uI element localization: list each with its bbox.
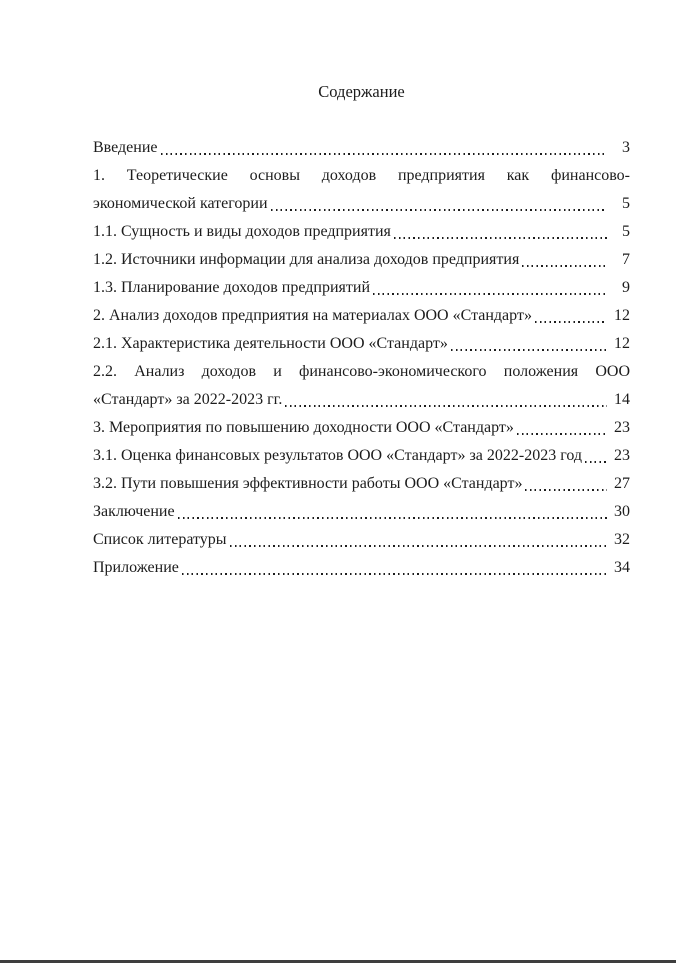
toc-entry[interactable] [93, 218, 630, 246]
toc-entry[interactable] [93, 470, 630, 498]
toc-entry-text: 3.2. Пути повышения эффективности работы ООО «Стандарт» [93, 475, 523, 492]
dot-leader [271, 209, 607, 211]
toc-entry-line [93, 526, 630, 554]
dot-leader [285, 405, 607, 407]
toc-entry-line [93, 498, 630, 526]
dot-leader [394, 237, 607, 239]
toc-entry-text: 2. Анализ доходов предприятия на материалах ООО «Стандарт» [93, 307, 532, 324]
toc-entry-line [93, 218, 630, 246]
toc-page-number: 23 [614, 419, 630, 436]
toc-page-number: 7 [622, 251, 630, 268]
toc-entry-wrapped-text: 1. Теоретические основы доходов предприятия как финансово- [93, 167, 630, 184]
toc-entry[interactable] [93, 414, 630, 442]
toc-page-number: 12 [614, 335, 630, 352]
toc-entry-text: 3.1. Оценка финансовых результатов ООО «Стандарт» за 2022-2023 год [93, 447, 583, 464]
dot-leader [373, 293, 607, 295]
toc-entry-line [93, 330, 630, 358]
toc-page-number: 5 [622, 223, 630, 240]
toc-entry[interactable] [93, 442, 630, 470]
toc-entry-line [93, 386, 630, 414]
dot-leader [451, 349, 607, 351]
dot-leader [182, 573, 607, 575]
toc-page-number: 12 [614, 307, 630, 324]
toc-entry[interactable] [93, 134, 630, 162]
toc-entry-line [93, 554, 630, 582]
dot-leader [525, 489, 607, 491]
dot-leader [230, 545, 607, 547]
dot-leader [522, 265, 607, 267]
toc-entry-line [93, 442, 630, 470]
toc-entry[interactable] [93, 526, 630, 554]
toc-entry-wrapped-text: 2.2. Анализ доходов и финансово-экономического положения ООО [93, 363, 630, 380]
toc-entry-line [93, 246, 630, 274]
toc-entry-text: Список литературы [93, 531, 227, 548]
toc-page-number: 5 [622, 195, 630, 212]
toc-page-number: 14 [614, 391, 630, 408]
page-title: Содержание [318, 82, 405, 101]
toc-page-number: 23 [614, 447, 630, 464]
toc-entry-line [93, 134, 630, 162]
toc-page-number: 9 [622, 279, 630, 296]
toc-entry-line [93, 190, 630, 218]
toc-entry-text: 2.1. Характеристика деятельности ООО «Стандарт» [93, 335, 448, 352]
toc-entry[interactable] [93, 162, 630, 218]
dot-leader [517, 433, 607, 435]
toc-entry-line [93, 302, 630, 330]
toc-entry-text: Заключение [93, 503, 175, 520]
toc-page-number: 30 [614, 503, 630, 520]
toc-entry-line [93, 274, 630, 302]
dot-leader [178, 517, 607, 519]
toc-page-number: 3 [622, 139, 630, 156]
toc-entry-text: 3. Мероприятия по повышению доходности ООО «Стандарт» [93, 419, 514, 436]
toc-page-number: 34 [614, 559, 630, 576]
toc-entry[interactable] [93, 246, 630, 274]
toc-entry-text: 1.3. Планирование доходов предприятий [93, 279, 370, 296]
toc-entry[interactable] [93, 554, 630, 582]
toc-list [93, 134, 630, 582]
toc-entry[interactable] [93, 358, 630, 414]
toc-entry-text: Приложение [93, 559, 179, 576]
toc-entry-text: Введение [93, 139, 158, 156]
toc-entry[interactable] [93, 330, 630, 358]
dot-leader [161, 153, 608, 155]
toc-page-number: 32 [614, 531, 630, 548]
page-bottom-edge [0, 960, 676, 963]
dot-leader [585, 461, 607, 463]
toc-entry-line [93, 414, 630, 442]
toc-entry-line [93, 470, 630, 498]
toc-entry[interactable] [93, 498, 630, 526]
toc-entry-text: 1.2. Источники информации для анализа доходов предприятия [93, 251, 520, 268]
toc-entry[interactable] [93, 274, 630, 302]
dot-leader [535, 321, 607, 323]
toc-entry-text: экономической категории [93, 195, 268, 212]
toc-entry-text: 1.1. Сущность и виды доходов предприятия [93, 223, 391, 240]
toc-entry[interactable] [93, 302, 630, 330]
toc-page-number: 27 [614, 475, 630, 492]
toc-entry-text: «Стандарт» за 2022-2023 гг. [93, 391, 283, 408]
